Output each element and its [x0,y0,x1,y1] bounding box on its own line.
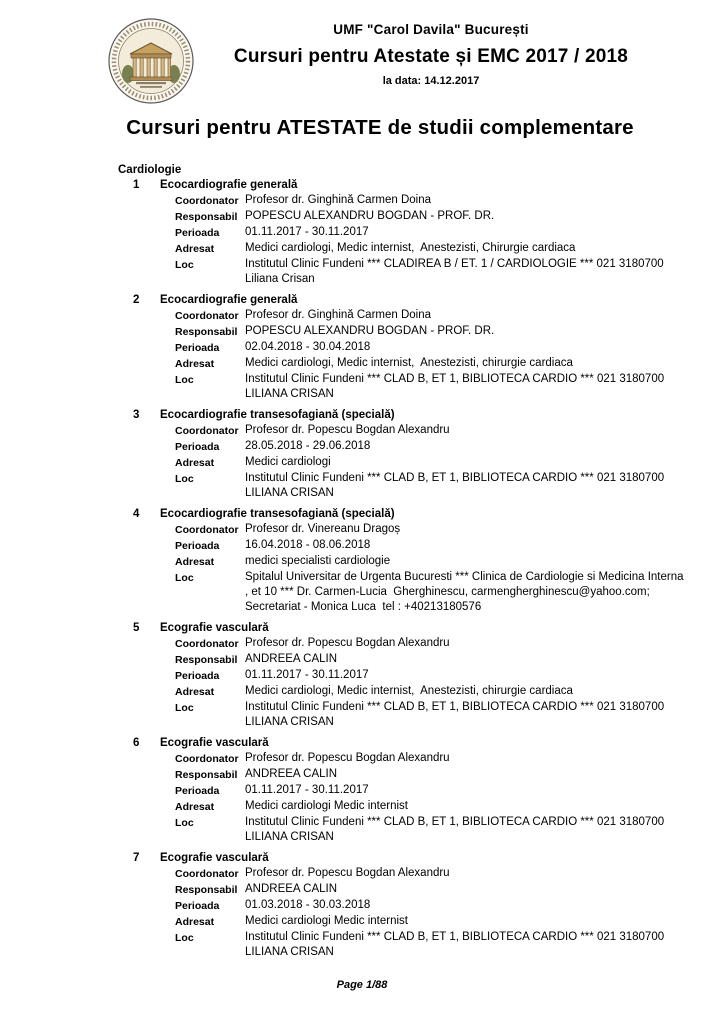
field-value-line: Medici cardiologi Medic internist [245,915,408,927]
course-entry [118,408,684,501]
course-head [118,293,684,308]
field-label: Responsabil [175,654,238,666]
field-value-line: LILIANA CRISAN [245,716,334,728]
field-value-line: ANDREEA CALIN [245,653,338,665]
course-fields [175,636,684,730]
field-value-line: Liliana Crisan [245,273,315,285]
course-field-row [175,668,684,684]
course-number: 2 [133,294,140,306]
course-field-row [175,914,684,930]
course-head [118,178,684,193]
field-value-line: Institutul Clinic Fundeni *** CLAD B, ET 1, BIBLIOTECA CARDIO *** 021 3180700 [245,816,665,828]
page-header [196,22,666,87]
field-value-line: LILIANA CRISAN [245,946,334,958]
field-value-line: Profesor dr. Ginghină Carmen Doina [245,309,432,321]
course-field-row [175,636,684,652]
university-seal-logo [106,16,196,106]
field-value [245,652,684,668]
course-field-row [175,356,684,372]
field-label: Adresat [175,556,215,568]
field-value [245,372,684,402]
course-fields [175,308,684,402]
course-field-row [175,882,684,898]
field-value [245,930,684,960]
field-label: Adresat [175,916,215,928]
course-field-row [175,241,684,257]
course-field-row [175,799,684,815]
field-value-line: 01.11.2017 - 30.11.2017 [245,784,369,796]
field-value [245,423,684,439]
field-value [245,783,684,799]
course-fields [175,751,684,845]
course-field-row [175,439,684,455]
course-fields [175,866,684,960]
field-label: Loc [175,259,194,271]
course-field-row [175,193,684,209]
field-label: Loc [175,374,194,386]
course-field-row [175,751,684,767]
field-value-line: LILIANA CRISAN [245,487,334,499]
field-label: Coordonator [175,310,239,322]
course-field-row [175,652,684,668]
field-value-line: 01.11.2017 - 30.11.2017 [245,226,369,238]
field-value [245,356,684,372]
field-value [245,209,684,225]
field-label: Coordonator [175,753,239,765]
field-value [245,439,684,455]
course-field-row [175,767,684,783]
field-label: Adresat [175,457,215,469]
course-field-row [175,898,684,914]
field-label: Perioada [175,900,220,912]
field-label: Perioada [175,670,220,682]
field-label: Coordonator [175,638,239,650]
field-label: Perioada [175,785,220,797]
course-field-row [175,815,684,845]
catalog-title: Cursuri pentru Atestate și EMC 2017 / 2018 [233,46,629,67]
field-value [245,538,684,554]
course-title: Ecografie vasculară [160,852,269,864]
field-label: Adresat [175,686,215,698]
document-title: Cursuri pentru ATESTATE de studii complementare [126,116,634,139]
course-field-row [175,209,684,225]
field-label: Loc [175,817,194,829]
field-value-line: Medici cardiologi, Medic internist, Anestezisti, chirurgie cardiaca [245,685,573,697]
course-field-row [175,372,684,402]
field-value-line: LILIANA CRISAN [245,831,334,843]
field-label: Perioada [175,342,220,354]
field-value [245,340,684,356]
field-value-line: , et 10 *** Dr. Carmen-Lucia Gherghinescu, carmengherghinescu@yahoo.com; [245,586,650,598]
course-field-row [175,930,684,960]
field-value [245,554,684,570]
field-value [245,815,684,845]
field-value [245,193,684,209]
course-field-row [175,257,684,287]
field-value-line: ANDREEA CALIN [245,768,338,780]
course-field-row [175,455,684,471]
field-value-line: Medici cardiologi, Medic internist, Anestezisti, chirurgie cardiaca [245,357,573,369]
course-fields [175,193,684,287]
field-value-line: Secretariat - Monica Luca tel : +40213180576 [245,601,482,613]
course-field-row [175,684,684,700]
field-value-line: Profesor dr. Popescu Bogdan Alexandru [245,637,450,649]
field-value [245,308,684,324]
field-value-line: 16.04.2018 - 08.06.2018 [245,539,371,551]
course-number: 6 [133,737,140,749]
field-label: Adresat [175,801,215,813]
section-heading: Cardiologie [118,164,182,176]
course-title: Ecocardiografie generală [160,294,298,306]
field-label: Loc [175,572,194,584]
course-catalog [118,163,684,966]
field-label: Responsabil [175,326,238,338]
field-label: Perioada [175,540,220,552]
field-value-line: POPESCU ALEXANDRU BOGDAN - PROF. DR. [245,210,495,222]
course-field-row [175,866,684,882]
field-value [245,668,684,684]
course-number: 5 [133,622,140,634]
field-value [245,257,684,287]
field-value-line: medici specialisti cardiologie [245,555,391,567]
course-number: 3 [133,409,140,421]
field-value-line: Profesor dr. Popescu Bogdan Alexandru [245,752,450,764]
field-value [245,324,684,340]
field-value [245,225,684,241]
field-label: Coordonator [175,524,239,536]
field-value-line: Institutul Clinic Fundeni *** CLAD B, ET 1, BIBLIOTECA CARDIO *** 021 3180700 [245,931,665,943]
course-field-row [175,570,684,615]
field-value-line: LILIANA CRISAN [245,388,334,400]
course-head [118,621,684,636]
field-value-line: Spitalul Universitar de Urgenta Bucuresti *** Clinica de Cardiologie si Medicina Interna [245,571,684,583]
field-value [245,684,684,700]
course-title: Ecocardiografie transesofagiană (specială) [160,409,395,421]
course-field-row [175,340,684,356]
page-number: Page 1/88 [336,979,388,991]
field-value [245,751,684,767]
course-number: 1 [133,179,140,191]
field-value [245,241,684,257]
course-entry [118,507,684,615]
course-head [118,736,684,751]
field-value-line: Institutul Clinic Fundeni *** CLAD B, ET 1, BIBLIOTECA CARDIO *** 021 3180700 [245,472,665,484]
field-value-line: Institutul Clinic Fundeni *** CLAD B, ET 1, BIBLIOTECA CARDIO *** 021 3180700 [245,701,665,713]
course-entry [118,736,684,845]
field-label: Loc [175,702,194,714]
field-value-line: 01.03.2018 - 30.03.2018 [245,899,371,911]
course-title: Ecocardiografie generală [160,179,298,191]
course-field-row [175,700,684,730]
field-value [245,522,684,538]
field-value-line: Profesor dr. Ginghină Carmen Doina [245,194,432,206]
course-field-row [175,471,684,501]
field-value-line: Institutul Clinic Fundeni *** CLAD B, ET 1, BIBLIOTECA CARDIO *** 021 3180700 [245,373,665,385]
course-number: 4 [133,508,140,520]
field-value [245,700,684,730]
course-title: Ecografie vasculară [160,622,269,634]
field-value-line: Medici cardiologi [245,456,331,468]
field-value-line: 02.04.2018 - 30.04.2018 [245,341,371,353]
course-field-row [175,225,684,241]
field-value [245,767,684,783]
field-label: Adresat [175,243,215,255]
field-label: Adresat [175,358,215,370]
field-value-line: Medici cardiologi Medic internist [245,800,408,812]
field-label: Perioada [175,441,220,453]
course-field-row [175,423,684,439]
field-value [245,455,684,471]
course-entry [118,851,684,960]
field-value [245,866,684,882]
field-label: Loc [175,932,194,944]
field-value-line: Medici cardiologi, Medic internist, Anestezisti, Chirurgie cardiaca [245,242,576,254]
university-seal-icon [106,16,196,106]
field-label: Responsabil [175,769,238,781]
field-value-line: Profesor dr. Popescu Bogdan Alexandru [245,424,450,436]
course-fields [175,423,684,501]
course-field-row [175,554,684,570]
catalog-date: la data: 14.12.2017 [382,75,480,87]
field-label: Responsabil [175,211,238,223]
course-list [118,178,684,960]
course-head [118,408,684,423]
field-value-line: Profesor dr. Popescu Bogdan Alexandru [245,867,450,879]
field-label: Coordonator [175,868,239,880]
course-head [118,507,684,522]
course-title: Ecografie vasculară [160,737,269,749]
course-field-row [175,522,684,538]
field-value [245,898,684,914]
field-value [245,471,684,501]
field-label: Perioada [175,227,220,239]
field-value [245,799,684,815]
field-label: Responsabil [175,884,238,896]
field-label: Loc [175,473,194,485]
university-name: UMF "Carol Davila" București [333,22,529,37]
field-value-line: ANDREEA CALIN [245,883,338,895]
course-entry [118,178,684,287]
course-field-row [175,324,684,340]
field-value-line: 01.11.2017 - 30.11.2017 [245,669,369,681]
field-value [245,570,684,615]
course-head [118,851,684,866]
course-number: 7 [133,852,140,864]
field-value-line: POPESCU ALEXANDRU BOGDAN - PROF. DR. [245,325,495,337]
field-label: Coordonator [175,425,239,437]
field-label: Coordonator [175,195,239,207]
field-value [245,636,684,652]
field-value [245,882,684,898]
field-value-line: Profesor dr. Vinereanu Dragoș [245,523,401,535]
page-footer [0,979,724,991]
course-entry [118,621,684,730]
course-title: Ecocardiografie transesofagiană (specială) [160,508,395,520]
course-fields [175,522,684,615]
course-field-row [175,308,684,324]
field-value [245,914,684,930]
course-field-row [175,538,684,554]
course-entry [118,293,684,402]
field-value-line: 28.05.2018 - 29.06.2018 [245,440,371,452]
course-field-row [175,783,684,799]
field-value-line: Institutul Clinic Fundeni *** CLADIREA B / ET. 1 / CARDIOLOGIE *** 021 3180700 [245,258,664,270]
